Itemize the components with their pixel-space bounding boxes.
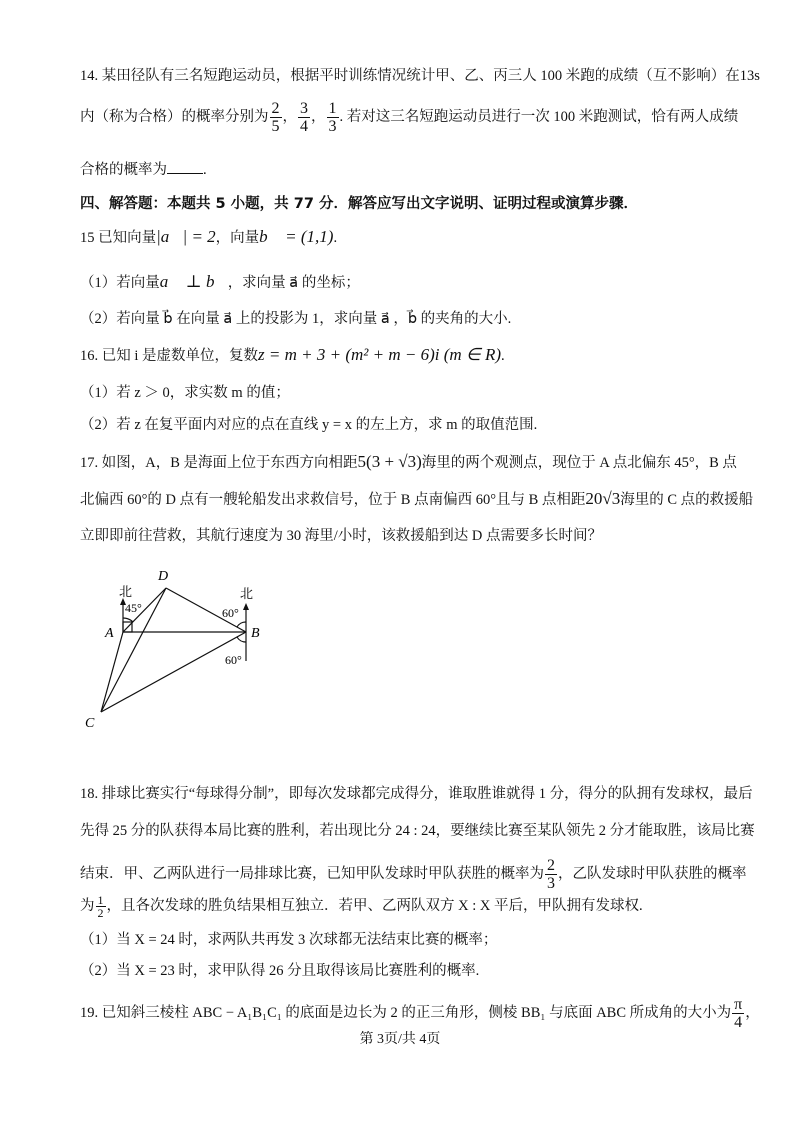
fraction <box>270 100 282 135</box>
q18-part1: （1）当 X = 24 时，求两队共再发 3 次球都无法结束比赛的概率； <box>80 932 498 948</box>
angle-label-b-bottom: 60° <box>225 653 242 667</box>
numerator: 1 <box>328 100 337 117</box>
page-footer: 第 3页/共 4页 <box>359 1032 441 1047</box>
q17-figure <box>70 560 280 740</box>
comma: ， <box>311 108 326 125</box>
text: . <box>203 162 207 178</box>
angle-arc-a <box>123 618 133 622</box>
denominator: 4 <box>734 1014 743 1031</box>
math: 20√3 <box>585 489 621 508</box>
text: 海里的 C 点的救援船 <box>620 492 754 508</box>
angle-label-a: 45° <box>125 601 142 615</box>
text: . 若对这三名短跑运动员进行一次 100 米跑测试，恰有两人成绩 <box>339 108 739 125</box>
north-label-b: 北 <box>240 586 254 601</box>
q15-stem <box>80 227 337 248</box>
text: 北偏西 60°的 D 点有一艘轮船发出求救信号，位于 B 点南偏西 60°且与 B 点相距 <box>80 492 586 508</box>
q16-stem <box>80 345 505 366</box>
fraction <box>96 894 106 919</box>
angle-label-b-top: 60° <box>222 606 239 620</box>
angle-arc-b-bottom <box>237 637 246 642</box>
text: 合格的概率为 <box>80 162 167 178</box>
numerator: 2 <box>547 857 555 874</box>
numerator: 2 <box>271 100 280 117</box>
north-label-a: 北 <box>119 584 133 599</box>
q18-line1: 18. 排球比赛实行“每球得分制”，即每次发球都完成得分，谁取胜谁就得 1 分，得分的队拥有发球权，最后 <box>80 786 753 802</box>
q18-line4 <box>80 894 643 919</box>
point-label-a: A <box>105 626 114 641</box>
math: a⃗ ⊥ b⃗ <box>159 272 228 291</box>
segment-ac <box>101 632 123 712</box>
math: b⃗ = (1,1) <box>259 227 334 246</box>
denominator: 3 <box>547 875 555 892</box>
q17-line1 <box>80 452 737 473</box>
comma: ， <box>282 108 297 125</box>
text: 19. 已知斜三棱柱 ABC − A₁B₁C₁ 的底面是边长为 2 的正三角形，侧棱 BB₁ 与底面 ABC 所成角的大小为 <box>80 1004 732 1021</box>
text: ， <box>745 1004 760 1021</box>
math: z = m + 3 + (m² + m − 6)i (m ∈ R) <box>258 345 502 364</box>
text: 海里的两个观测点，现位于 A 点北偏东 45°，B 点 <box>421 455 737 471</box>
math: 5(3 + √3) <box>357 452 422 471</box>
text: 内（称为合格）的概率分别为 <box>80 108 269 125</box>
text: （1）若向量 <box>80 275 160 291</box>
q18-line3 <box>80 857 747 892</box>
text: 为 <box>80 897 95 914</box>
numerator: 1 <box>97 893 104 907</box>
text: . <box>333 230 338 246</box>
q17-line3: 立即即前往营救，其航行速度为 30 海里/小时，该救援船到达 D 点需要多长时间？ <box>80 528 602 544</box>
north-arrow-b-icon <box>243 603 249 610</box>
q16-part2: （2）若 z 在复平面内对应的点在直线 y = x 的左上方，求 m 的取值范围. <box>80 417 538 433</box>
angle-arc-b-top <box>237 622 246 627</box>
q19-line1 <box>80 996 760 1031</box>
denominator: 5 <box>271 118 280 135</box>
segment-bc <box>101 632 246 712</box>
fraction <box>298 100 310 135</box>
text: 16. 已知 i 是虚数单位，复数 <box>80 348 259 364</box>
numerator: π <box>734 996 743 1013</box>
q14-line1: 14. 某田径队有三名短跑运动员，根据平时训练情况统计甲、乙、丙三人 100 米跑的成绩（互不影响）在13s <box>80 68 760 84</box>
numerator: 3 <box>300 100 308 117</box>
q14-line3 <box>80 159 207 180</box>
text: 17. 如图，A，B 是海面上位于东西方向相距 <box>80 455 358 471</box>
point-label-b: B <box>251 626 260 641</box>
denominator: 2 <box>97 906 104 920</box>
q15-part1 <box>80 272 360 293</box>
q17-line2 <box>80 489 753 510</box>
text: 15 已知向量 <box>80 230 157 246</box>
fraction <box>545 857 557 892</box>
math: |a⃗| = 2 <box>156 227 216 246</box>
denominator: 3 <box>328 118 337 135</box>
section-heading: 四、解答题：本题共 5 小题，共 77 分．解答应写出文字说明、证明过程或演算步骤． <box>80 196 638 212</box>
text: ，乙队发球时甲队获胜的概率 <box>558 865 747 882</box>
point-label-c: C <box>85 716 95 731</box>
text: ，向量 <box>215 230 260 246</box>
text: ，且各次发球的胜负结果相互独立．若甲、乙两队双方 X : X 平后，甲队拥有发球权. <box>106 897 643 914</box>
q18-line2: 先得 25 分的队获得本局比赛的胜利，若出现比分 24 : 24，要继续比赛至某队领先 2 分才能取胜，该局比赛 <box>80 823 755 839</box>
q16-part1: （1）若 z ＞ 0，求实数 m 的值； <box>80 385 290 401</box>
denominator: 4 <box>300 118 308 135</box>
q18-part2: （2）当 X = 23 时，求甲队得 26 分且取得该局比赛胜利的概率. <box>80 963 480 979</box>
point-label-d: D <box>158 569 169 584</box>
answer-blank <box>167 159 203 174</box>
q15-part2: （2）若向量 b⃗ 在向量 a⃗ 上的投影为 1，求向量 a⃗ ，b⃗ 的夹角的大小. <box>80 311 512 327</box>
fraction <box>732 996 744 1031</box>
fraction <box>327 100 339 135</box>
text: 结束．甲、乙两队进行一局排球比赛，已知甲队发球时甲队获胜的概率为 <box>80 865 544 882</box>
text: . <box>501 348 505 364</box>
q14-line2 <box>80 100 738 135</box>
text: ，求向量 a⃗ 的坐标； <box>227 275 360 291</box>
